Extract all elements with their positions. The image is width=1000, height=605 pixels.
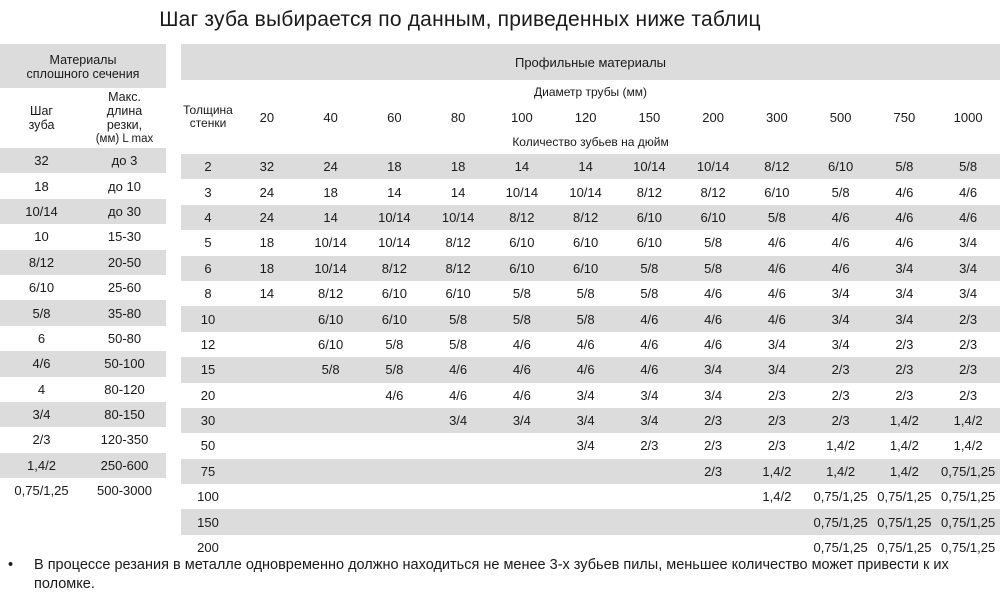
teeth-cell: 4/6 [385,387,404,403]
teeth-cell: 3/4 [745,357,809,382]
teeth-cell: 32 [235,154,299,179]
table-row [181,256,1000,281]
teeth-cell [426,509,490,534]
table-cell: до 30 [83,199,166,224]
teeth-cell [618,484,682,509]
teeth-cell: 5/8 [512,286,531,302]
teeth-cell: 2/3 [767,387,786,403]
teeth-cell: 1,4/2 [936,408,1000,433]
teeth-cell: 3/4 [873,306,937,331]
table-row [0,300,166,325]
teeth-cell: 5/8 [618,256,682,281]
teeth-cell: 2/3 [809,357,873,382]
teeth-cell [363,459,427,484]
wall-thickness-cell: 30 [181,408,235,433]
teeth-cell [299,433,363,458]
table-cell: 0,75/1,25 [14,483,69,499]
teeth-cell [490,433,554,458]
table-row [181,357,1000,382]
teeth-cell [426,459,490,484]
teeth-cell: 4/6 [745,256,809,281]
teeth-cell: 1,4/2 [762,489,792,505]
diameter-header: 60 [387,109,402,125]
teeth-cell: 5/8 [490,306,554,331]
teeth-cell: 6/10 [445,286,471,302]
teeth-cell [681,509,745,534]
teeth-cell: 2/3 [681,459,745,484]
teeth-cell: 4/6 [745,306,809,331]
teeth-cell: 2/3 [895,336,914,352]
diameter-header: 120 [574,109,597,125]
table-cell: 4 [37,381,46,397]
teeth-cell: 10/14 [378,235,411,251]
tooth-pitch-header [0,104,83,132]
teeth-cell: 10/14 [314,235,347,251]
table-row [181,332,1000,357]
teeth-cell: 10/14 [505,184,539,200]
footnote-text: В процессе резания в металле одновременно должно находиться не менее 3-х зубьев пилы, меньшее количество может привести к их поломке. [34,557,949,592]
teeth-cell: 5/8 [873,154,937,179]
teeth-cell: 4/6 [426,357,490,382]
table-cell: 18 [34,178,49,194]
teeth-cell [235,357,299,382]
teeth-cell: 10/14 [426,205,490,230]
table-row [0,478,166,503]
teeth-cell [235,509,299,534]
teeth-cell: 1,4/2 [953,438,983,454]
table-cell: 120-350 [100,432,149,448]
teeth-cell: 10/14 [363,205,427,230]
teeth-cell: 2/3 [936,357,1000,382]
teeth-cell: 0,75/1,25 [877,489,932,505]
solid-materials-table [0,44,166,503]
teeth-cell: 4/6 [767,286,786,302]
teeth-cell: 1,4/2 [873,459,937,484]
table-cell: 25-60 [107,280,142,296]
teeth-cell [490,484,554,509]
teeth-cell: 5/8 [299,357,363,382]
teeth-cell: 2/3 [640,438,659,454]
teeth-cell: 8/12 [700,184,726,200]
teeth-cell [618,459,682,484]
teeth-cell: 0,75/1,25 [813,489,868,505]
teeth-cell: 6/10 [681,205,745,230]
teeth-cell: 6/10 [490,256,554,281]
teeth-cell: 4/6 [767,235,786,251]
teeth-cell [235,484,299,509]
teeth-cell [363,484,427,509]
teeth-cell: 6/10 [636,235,663,251]
teeth-cell: 4/6 [895,235,914,251]
wall-thickness-cell: 200 [197,540,219,556]
teeth-cell: 1,4/2 [889,438,919,454]
teeth-cell: 8/12 [317,286,344,302]
teeth-cell: 4/6 [704,286,723,302]
teeth-cell: 3/4 [576,438,595,454]
teeth-cell: 24 [299,154,363,179]
teeth-cell: 0,75/1,25 [936,459,1000,484]
wall-thickness-cell: 6 [181,256,235,281]
teeth-cell: 3/4 [873,256,937,281]
wall-thickness-cell: 3 [204,184,212,200]
table-cell: до 10 [108,178,141,194]
table-row [0,275,166,300]
teeth-cell: 3/4 [831,286,850,302]
teeth-cell: 0,75/1,25 [941,540,996,556]
teeth-cell [235,459,299,484]
teeth-cell: 5/8 [554,306,618,331]
diameter-header: 200 [702,109,724,125]
table-row [181,230,1000,255]
page-title: Шаг зуба выбирается по данным, приведенных ниже таблиц [159,8,761,31]
solid-header [0,44,166,88]
teeth-cell: 10/14 [618,154,682,179]
teeth-cell: 0,75/1,25 [936,509,1000,534]
wall-thickness-cell: 12 [200,336,216,352]
teeth-cell: 3/4 [704,387,723,403]
teeth-cell: 5/8 [640,286,659,302]
teeth-cell [235,306,299,331]
teeth-cell: 2/3 [831,387,850,403]
table-cell: 32 [0,148,83,173]
teeth-cell: 6/10 [317,336,344,352]
table-row [181,383,1000,408]
teeth-cell: 6/10 [363,306,427,331]
table-cell: 6 [37,330,46,346]
teeth-cell [490,509,554,534]
teeth-cell: 8/12 [745,154,809,179]
teeth-cell: 4/6 [895,184,914,200]
teeth-cell: 3/4 [831,336,850,352]
wall-thickness-header [181,104,235,130]
teeth-cell: 3/4 [554,408,618,433]
max-length-header-line1: Макс. [108,90,141,104]
footnote [8,556,998,594]
max-length-header [83,90,166,146]
solid-header-line2: сплошного сечения [26,67,140,81]
table-cell: 15-30 [107,229,142,245]
wall-thickness-cell: 2 [181,154,235,179]
table-cell: 500-3000 [97,483,152,499]
table-row [181,509,1000,534]
teeth-cell [235,332,299,357]
wall-thickness-header-line2: стенки [189,116,227,130]
table-row [181,281,1000,306]
teeth-cell: 5/8 [449,336,468,352]
teeth-cell: 6/10 [764,184,790,200]
teeth-cell: 18 [426,154,490,179]
teeth-cell: 14 [259,286,275,302]
teeth-cell: 0,75/1,25 [813,540,868,556]
teeth-cell: 6/10 [809,154,873,179]
teeth-cell: 0,75/1,25 [877,540,932,556]
wall-thickness-cell: 10 [181,306,235,331]
teeth-cell: 14 [490,154,554,179]
teeth-cell [618,509,682,534]
table-cell: 2/3 [32,432,51,448]
profile-table-body [181,154,1000,560]
teeth-cell: 14 [387,184,402,200]
teeth-cell [235,408,299,433]
teeth-cell: 5/8 [745,205,809,230]
teeth-cell: 5/8 [704,235,723,251]
table-row [0,402,166,427]
teeth-cell: 0,75/1,25 [873,509,937,534]
teeth-cell: 4/6 [512,336,531,352]
teeth-cell: 6/10 [381,286,408,302]
teeth-cell: 4/6 [554,357,618,382]
teeth-cell: 8/12 [426,256,490,281]
teeth-cell: 4/6 [512,387,531,403]
teeth-cell: 14 [450,184,466,200]
table-row [181,154,1000,179]
teeth-cell: 4/6 [681,306,745,331]
teeth-cell: 8/12 [363,256,427,281]
table-cell: 3/4 [0,402,83,427]
teeth-cell: 3/4 [576,387,595,403]
diameter-header: 500 [829,109,852,125]
teeth-cell: 24 [235,205,299,230]
bullet-icon: • [8,557,14,573]
teeth-cell: 2/3 [895,387,914,403]
teeth-cell: 5/8 [831,184,850,200]
table-cell: 1,4/2 [0,453,83,478]
max-length-header-line4: (мм) L max [95,133,154,145]
teeth-cell: 6/10 [618,205,682,230]
diameter-header-row [181,104,1000,130]
teeth-cell: 3/4 [936,256,1000,281]
table-cell: 35-80 [83,300,166,325]
teeth-cell [554,484,618,509]
teeth-cell: 2/3 [681,408,745,433]
teeth-cell: 18 [259,235,275,251]
teeth-cell: 5/8 [576,286,595,302]
teeth-cell: 4/6 [449,387,468,403]
table-row [0,351,166,376]
teeth-cell: 6/10 [554,256,618,281]
diameter-header: 750 [893,109,916,125]
teeth-cell: 0,75/1,25 [809,509,873,534]
table-row [181,484,1000,509]
teeth-cell: 10/14 [681,154,745,179]
teeth-cell: 3/4 [490,408,554,433]
teeth-cell: 4/6 [936,205,1000,230]
teeth-cell: 3/4 [681,357,745,382]
diameter-header: 80 [450,109,466,125]
teeth-cell: 8/12 [636,184,663,200]
table-cell: 80-120 [104,381,145,397]
solid-header-line1: Материалы [49,53,117,67]
solid-column-headers [0,88,166,148]
teeth-cell: 18 [323,184,338,200]
teeth-cell [363,433,427,458]
teeth-cell: 4/6 [831,235,850,251]
teeth-cell: 2/3 [809,408,873,433]
teeth-cell: 3/4 [959,235,978,251]
wall-thickness-cell: 50 [200,438,216,454]
teeth-cell: 0,75/1,25 [941,489,996,505]
teeth-cell: 1,4/2 [809,459,873,484]
table-row [0,326,166,351]
table-cell: 80-150 [83,402,166,427]
teeth-cell [299,383,363,408]
teeth-cell: 5/8 [681,256,745,281]
teeth-cell [299,509,363,534]
table-row [181,306,1000,331]
teeth-cell: 10/14 [569,184,602,200]
wall-thickness-cell: 5 [204,235,212,251]
wall-thickness-cell: 75 [181,459,235,484]
table-cell: 4/6 [0,351,83,376]
diameter-label: Диаметр трубы (мм) [533,85,648,99]
max-length-header-line2: длина [106,104,143,118]
teeth-cell: 4/6 [618,357,682,382]
tooth-pitch-header-line2: зуба [28,118,55,132]
teeth-cell: 3/4 [426,408,490,433]
table-row [181,459,1000,484]
teeth-cell [235,383,299,408]
table-row [181,408,1000,433]
teeth-cell: 5/8 [363,357,427,382]
teeth-cell [363,509,427,534]
table-row [0,453,166,478]
teeth-cell: 6/10 [299,306,363,331]
teeth-cell: 2/3 [873,357,937,382]
teeth-cell: 8/12 [490,205,554,230]
teeth-cell: 5/8 [426,306,490,331]
teeth-cell: 14 [299,205,363,230]
profile-materials-table [181,44,1000,560]
teeth-cell [363,408,427,433]
wall-thickness-header-line1: Толщина [183,103,233,117]
wall-thickness-cell: 4 [181,205,235,230]
teeth-cell: 18 [235,256,299,281]
teeth-cell: 1,4/2 [745,459,809,484]
teeth-cell: 24 [259,184,275,200]
teeth-cell [745,509,809,534]
teeth-cell: 10/14 [299,256,363,281]
solid-table-body [0,148,166,503]
teeth-cell: 6/10 [509,235,535,251]
teeth-cell: 4/6 [576,336,595,352]
table-row [0,173,166,198]
teeth-cell: 4/6 [809,256,873,281]
teeth-cell: 3/4 [640,387,659,403]
table-row [0,250,166,275]
table-row [0,148,166,173]
table-row [0,377,166,402]
teeth-cell: 3/4 [895,286,914,302]
teeth-cell: 4/6 [809,205,873,230]
teeth-per-inch-label: Количество зубьев на дюйм [512,135,669,149]
table-cell: 8/12 [0,250,83,275]
table-cell: до 3 [83,148,166,173]
teeth-cell: 4/6 [490,357,554,382]
teeth-cell [426,433,490,458]
wall-thickness-cell: 150 [181,509,235,534]
teeth-cell: 2/3 [767,438,786,454]
teeth-cell: 3/4 [767,336,786,352]
teeth-cell: 3/4 [809,306,873,331]
teeth-cell [681,484,745,509]
table-cell: 10 [34,229,49,245]
wall-thickness-cell: 20 [200,387,216,403]
table-cell: 20-50 [83,250,166,275]
table-cell: 250-600 [83,453,166,478]
diameter-header: 40 [323,109,338,125]
table-cell: 50-100 [83,351,166,376]
teeth-cell: 4/6 [618,306,682,331]
teeth-cell: 4/6 [873,205,937,230]
table-cell: 50-80 [107,330,142,346]
table-cell: 6/10 [28,280,55,296]
teeth-cell: 8/12 [445,235,471,251]
diameter-header: 300 [766,109,788,125]
teeth-cell: 1,4/2 [873,408,937,433]
table-row [181,433,1000,458]
diameter-header: 100 [511,109,533,125]
teeth-cell [299,459,363,484]
teeth-cell: 3/4 [618,408,682,433]
table-row [181,205,1000,230]
teeth-cell: 2/3 [959,387,978,403]
tooth-pitch-header-line1: Шаг [30,104,53,118]
diameter-header: 1000 [953,109,983,125]
wall-thickness-cell: 8 [204,286,212,302]
table-row [0,224,166,249]
teeth-cell [235,433,299,458]
table-row [0,199,166,224]
teeth-cell [554,509,618,534]
table-cell: 5/8 [0,300,83,325]
teeth-cell: 4/6 [959,184,978,200]
teeth-cell: 3/4 [959,286,978,302]
profile-header: Профильные материалы [181,44,1000,80]
teeth-cell: 5/8 [385,336,404,352]
teeth-cell: 2/3 [704,438,723,454]
teeth-cell: 2/3 [959,336,978,352]
teeth-cell [426,484,490,509]
teeth-cell: 18 [363,154,427,179]
max-length-header-line3: резки, [106,118,143,132]
teeth-cell [554,459,618,484]
teeth-cell: 14 [554,154,618,179]
teeth-cell [299,408,363,433]
diameter-header: 150 [638,109,661,125]
wall-thickness-cell: 15 [181,357,235,382]
teeth-cell: 5/8 [936,154,1000,179]
teeth-cell: 4/6 [640,336,659,352]
teeth-cell: 6/10 [572,235,599,251]
wall-thickness-cell: 100 [197,489,219,505]
table-row [0,427,166,452]
table-row [181,179,1000,204]
teeth-cell: 1,4/2 [826,438,856,454]
teeth-cell [490,459,554,484]
teeth-cell: 2/3 [745,408,809,433]
teeth-cell: 2/3 [936,306,1000,331]
table-cell: 10/14 [0,199,83,224]
teeth-cell: 8/12 [554,205,618,230]
diameter-header: 20 [259,109,275,125]
teeth-cell: 4/6 [704,336,723,352]
teeth-cell [299,484,363,509]
